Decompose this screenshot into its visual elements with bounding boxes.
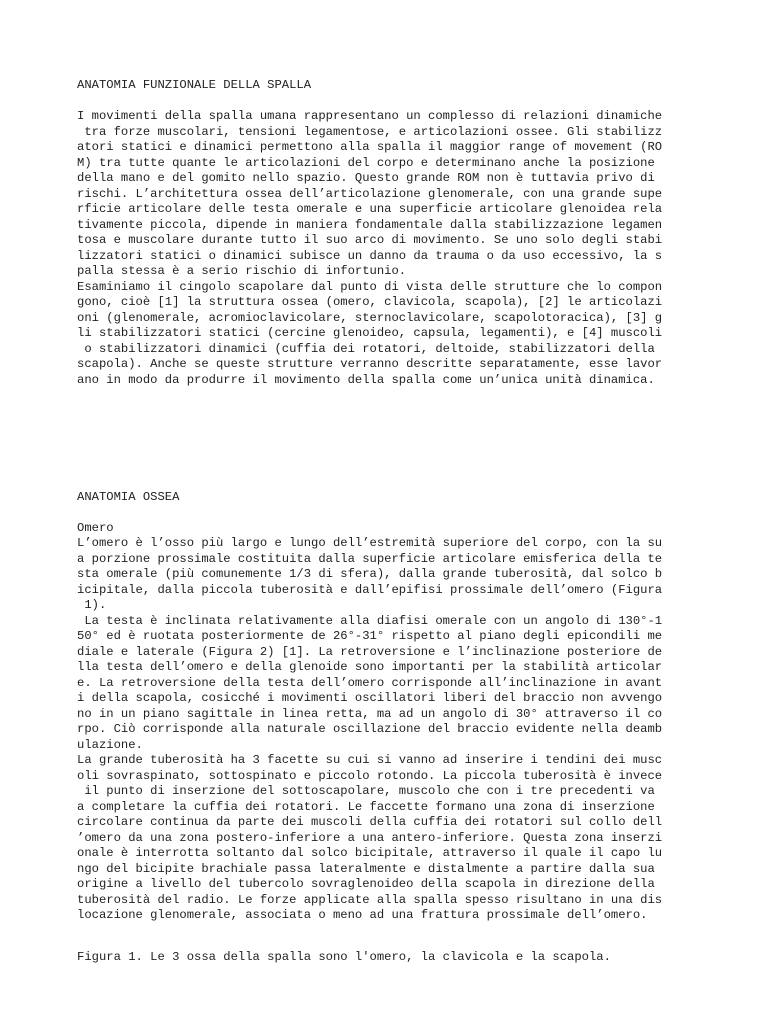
heading: ANATOMIA FUNZIONALE DELLA SPALLA — [77, 78, 312, 92]
text-line: no in un piano sagittale in linea retta, ma ad un angolo di 30° attraverso il co — [77, 706, 663, 721]
paragraph-anatomia-ossea — [77, 536, 662, 924]
text-line: ’omero da una zona postero-inferiore a una antero-inferiore. Questa zona inserzi — [77, 830, 663, 845]
text-line: li stabilizzatori statici (cercine glenoideo, capsula, legamenti), e [4] muscoli — [77, 326, 663, 340]
text-line: Esaminiamo il cingolo scapolare dal punto di vista delle strutture che lo compon — [77, 279, 663, 294]
text-line: icipitale, dalla piccola tuberosità e dall’epifisi prossimale dell’omero (Figura — [77, 582, 663, 597]
text-line: onale è interrotta soltanto dal solco bicipitale, attraverso il quale il capo lu — [77, 846, 663, 860]
text-line: ngo del bicipite brachiale passa lateralmente e distalmente a partire dalla sua — [77, 861, 655, 876]
section-title-anatomia-funzionale — [77, 78, 311, 94]
text-line: gono, cioè [1] la struttura ossea (omero, clavicola, scapola), [2] le articolazi — [77, 295, 663, 309]
text-line: atori statici e dinamici permettono alla spalla il maggior range of movement (RO — [77, 140, 663, 154]
text-line: 1). — [77, 598, 107, 612]
text-line: rpo. Ciò corrisponde alla naturale oscillazione del braccio evidente nella deamb — [77, 722, 663, 736]
text-line: I movimenti della spalla umana rappresentano un complesso di relazioni dinamiche — [77, 109, 663, 123]
text-line: La testa è inclinata relativamente alla diafisi omerale con un angolo di 130°-1 — [77, 613, 663, 628]
text-line: locazione glenomerale, associata o meno ad una frattura prossimale dell’omero. — [77, 908, 648, 922]
text-line: tra forze muscolari, tensioni legamentose, e articolazioni ossee. Gli stabilizz — [77, 124, 663, 139]
text-line: tuberosità del radio. Le forze applicate alla spalla spesso risultano in una dis — [77, 892, 663, 907]
text-line: lizzatori statici o dinamici subisce un danno da trauma o da uso eccessivo, la s — [77, 248, 663, 263]
text-line: i della scapola, cosicché i movimenti oscillatori liberi del braccio non avvengo — [77, 691, 663, 705]
text-line: sta omerale (più comunemente 1/3 di sfera), dalla grande tuberosità, dal solco b — [77, 567, 663, 581]
text-line: a porzione prossimale costituita dalla superficie articolare emisferica della te — [77, 551, 663, 566]
section-title-anatomia-ossea — [77, 490, 179, 506]
text-line: oni (glenomerale, acromioclavicolare, sternoclavicolare, scapolotoracica), [3] g — [77, 310, 663, 325]
text-line: il punto di inserzione del sottoscapolare, muscolo che con i tre precedenti va — [77, 784, 655, 798]
text-line: ano in modo da produrre il movimento della spalla come un’unica unità dinamica. — [77, 372, 655, 387]
caption-text: Figura 1. Le 3 ossa della spalla sono l'omero, la clavicola e la scapola. — [77, 950, 611, 964]
text-line: diale e laterale (Figura 2) [1]. La retroversione e l’inclinazione posteriore de — [77, 644, 663, 659]
text-line: circolare continua da parte dei muscoli della cuffia dei rotatori sul collo dell — [77, 815, 663, 829]
text-line: oli sovraspinato, sottospinato e piccolo rotondo. La piccola tuberosità è invece — [77, 768, 663, 783]
text-line: lla testa dell’omero e della glenoide sono importanti per la stabilità articolar — [77, 660, 663, 674]
text-line: La grande tuberosità ha 3 facette su cui si vanno ad inserire i tendini dei musc — [77, 753, 663, 767]
subheading: Omero — [77, 521, 114, 535]
text-line: M) tra tutte quante le articolazioni del corpo e determinano anche la posizione — [77, 155, 655, 170]
text-line: rficie articolare delle testa omerale e una superficie articolare glenoidea rela — [77, 202, 663, 216]
text-line: ulazione. — [77, 737, 143, 752]
text-line: e. La retroversione della testa dell’omero corrisponde all’inclinazione in avant — [77, 675, 663, 690]
text-line: L’omero è l’osso più largo e lungo dell’estremità superiore del corpo, con la su — [77, 536, 663, 550]
text-line: origine a livello del tubercolo sovraglenoideo della scapola in direzione della — [77, 877, 655, 891]
text-line: a completare la cuffia dei rotatori. Le faccette formano una zona di inserzione — [77, 799, 655, 814]
text-line: della mano e del gomito nello spazio. Questo grande ROM non è tuttavia privo di — [77, 171, 655, 185]
heading: ANATOMIA OSSEA — [77, 490, 180, 504]
text-line: tivamente piccola, dipende in maniera fondamentale dalla stabilizzazione legamen — [77, 217, 663, 232]
text-line: 50° ed è ruotata posteriormente de 26°-31° rispetto al piano degli epicondili me — [77, 629, 663, 643]
text-line: scapola). Anche se queste strutture verranno descritte separatamente, esse lavor — [77, 357, 663, 371]
text-line: o stabilizzatori dinamici (cuffia dei rotatori, deltoide, stabilizzatori della — [77, 341, 655, 356]
figure-caption — [77, 950, 611, 966]
text-line: rischi. L’architettura ossea dell’articolazione glenomerale, con una grande supe — [77, 186, 663, 201]
text-line: tosa e muscolare durante tutto il suo arco di movimento. Se uno solo degli stabi — [77, 233, 663, 247]
text-line: palla stessa è a serio rischio di infortunio. — [77, 264, 407, 278]
paragraph-anatomia-funzionale — [77, 109, 662, 388]
subsection-title-omero — [77, 521, 114, 537]
